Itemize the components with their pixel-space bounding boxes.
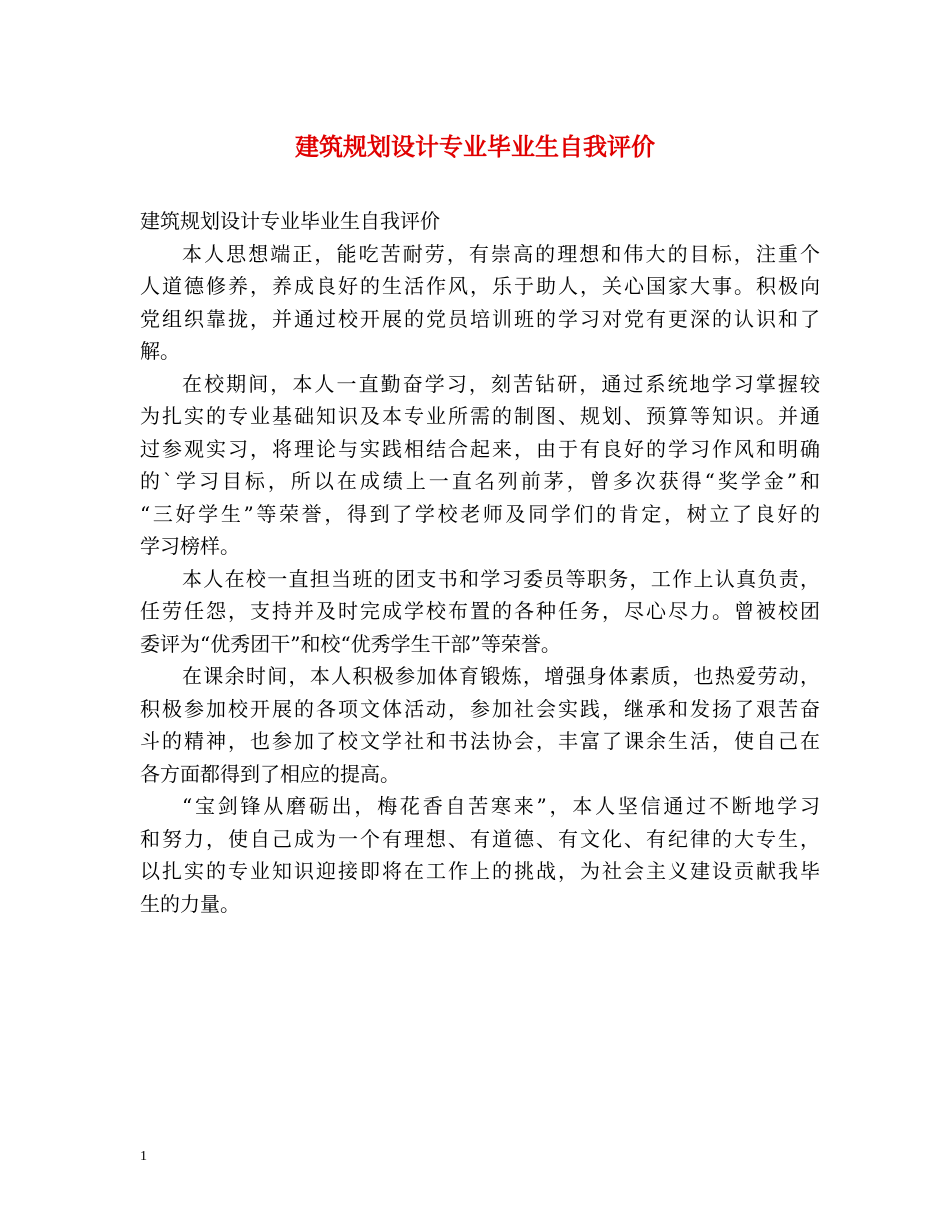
text-line: 任劳任怨，支持并及时完成学校布置的各种任务，尽心尽力。曾被校团	[140, 599, 820, 623]
text-line: “三好学生”等荣誉，得到了学校老师及同学们的肯定，树立了良好的	[140, 501, 820, 526]
text-line: 在课余时间，本人积极参加体育锻炼，增强身体素质，也热爱劳动，	[182, 664, 820, 688]
document-subtitle: 建筑规划设计专业毕业生自我评价	[140, 209, 440, 233]
text-line: 本人思想端正，能吃苦耐劳，有崇高的理想和伟大的目标，注重个	[182, 241, 820, 266]
paragraph-4	[140, 660, 820, 790]
text-line: 委评为“优秀团干”和校“优秀学生干部”等荣誉。	[140, 631, 561, 656]
paragraph-1	[140, 238, 820, 368]
text-line: 过参观实习，将理论与实践相结合起来，由于有良好的学习作风和明确	[140, 436, 820, 461]
page-title: 建筑规划设计专业毕业生自我评价	[295, 132, 655, 161]
text-line: 人道德修养，养成良好的生活作风，乐于助人，关心国家大事。积极向	[140, 274, 820, 298]
text-line: “宝剑锋从磨砺出，梅花香自苦寒来”，本人坚信通过不断地学习	[182, 794, 820, 818]
text-line: 在校期间，本人一直勤奋学习，刻苦钻研，通过系统地学习掌握较	[182, 371, 820, 396]
page-number: 1	[140, 1149, 147, 1164]
text-line: 的`学习目标，所以在成绩上一直名列前茅，曾多次获得“奖学金”和	[140, 469, 820, 493]
text-line: 解。	[140, 339, 180, 363]
text-line: 和努力，使自己成为一个有理想、有道德、有文化、有纪律的大专生，	[140, 826, 820, 851]
text-line: 以扎实的专业知识迎接即将在工作上的挑战，为社会主义建设贡献我毕	[140, 859, 820, 883]
text-line: 为扎实的专业基础知识及本专业所需的制图、规划、预算等知识。并通	[140, 404, 820, 428]
document-body	[140, 205, 820, 920]
text-line: 本人在校一直担当班的团支书和学习委员等职务，工作上认真负责，	[182, 566, 820, 591]
text-line: 生的力量。	[140, 891, 240, 916]
text-line: 各方面都得到了相应的提高。	[140, 761, 400, 786]
paragraph-5	[140, 790, 820, 920]
text-line: 积极参加校开展的各项文体活动，参加社会实践，继承和发扬了艰苦奋	[140, 696, 820, 721]
paragraph-2	[140, 368, 820, 563]
text-line: 党组织靠拢，并通过校开展的党员培训班的学习对党有更深的认识和了	[140, 306, 820, 331]
paragraph-3	[140, 563, 820, 661]
text-line: 学习榜样。	[140, 534, 240, 558]
text-line: 斗的精神，也参加了校文学社和书法协会，丰富了课余生活，使自己在	[140, 729, 820, 753]
